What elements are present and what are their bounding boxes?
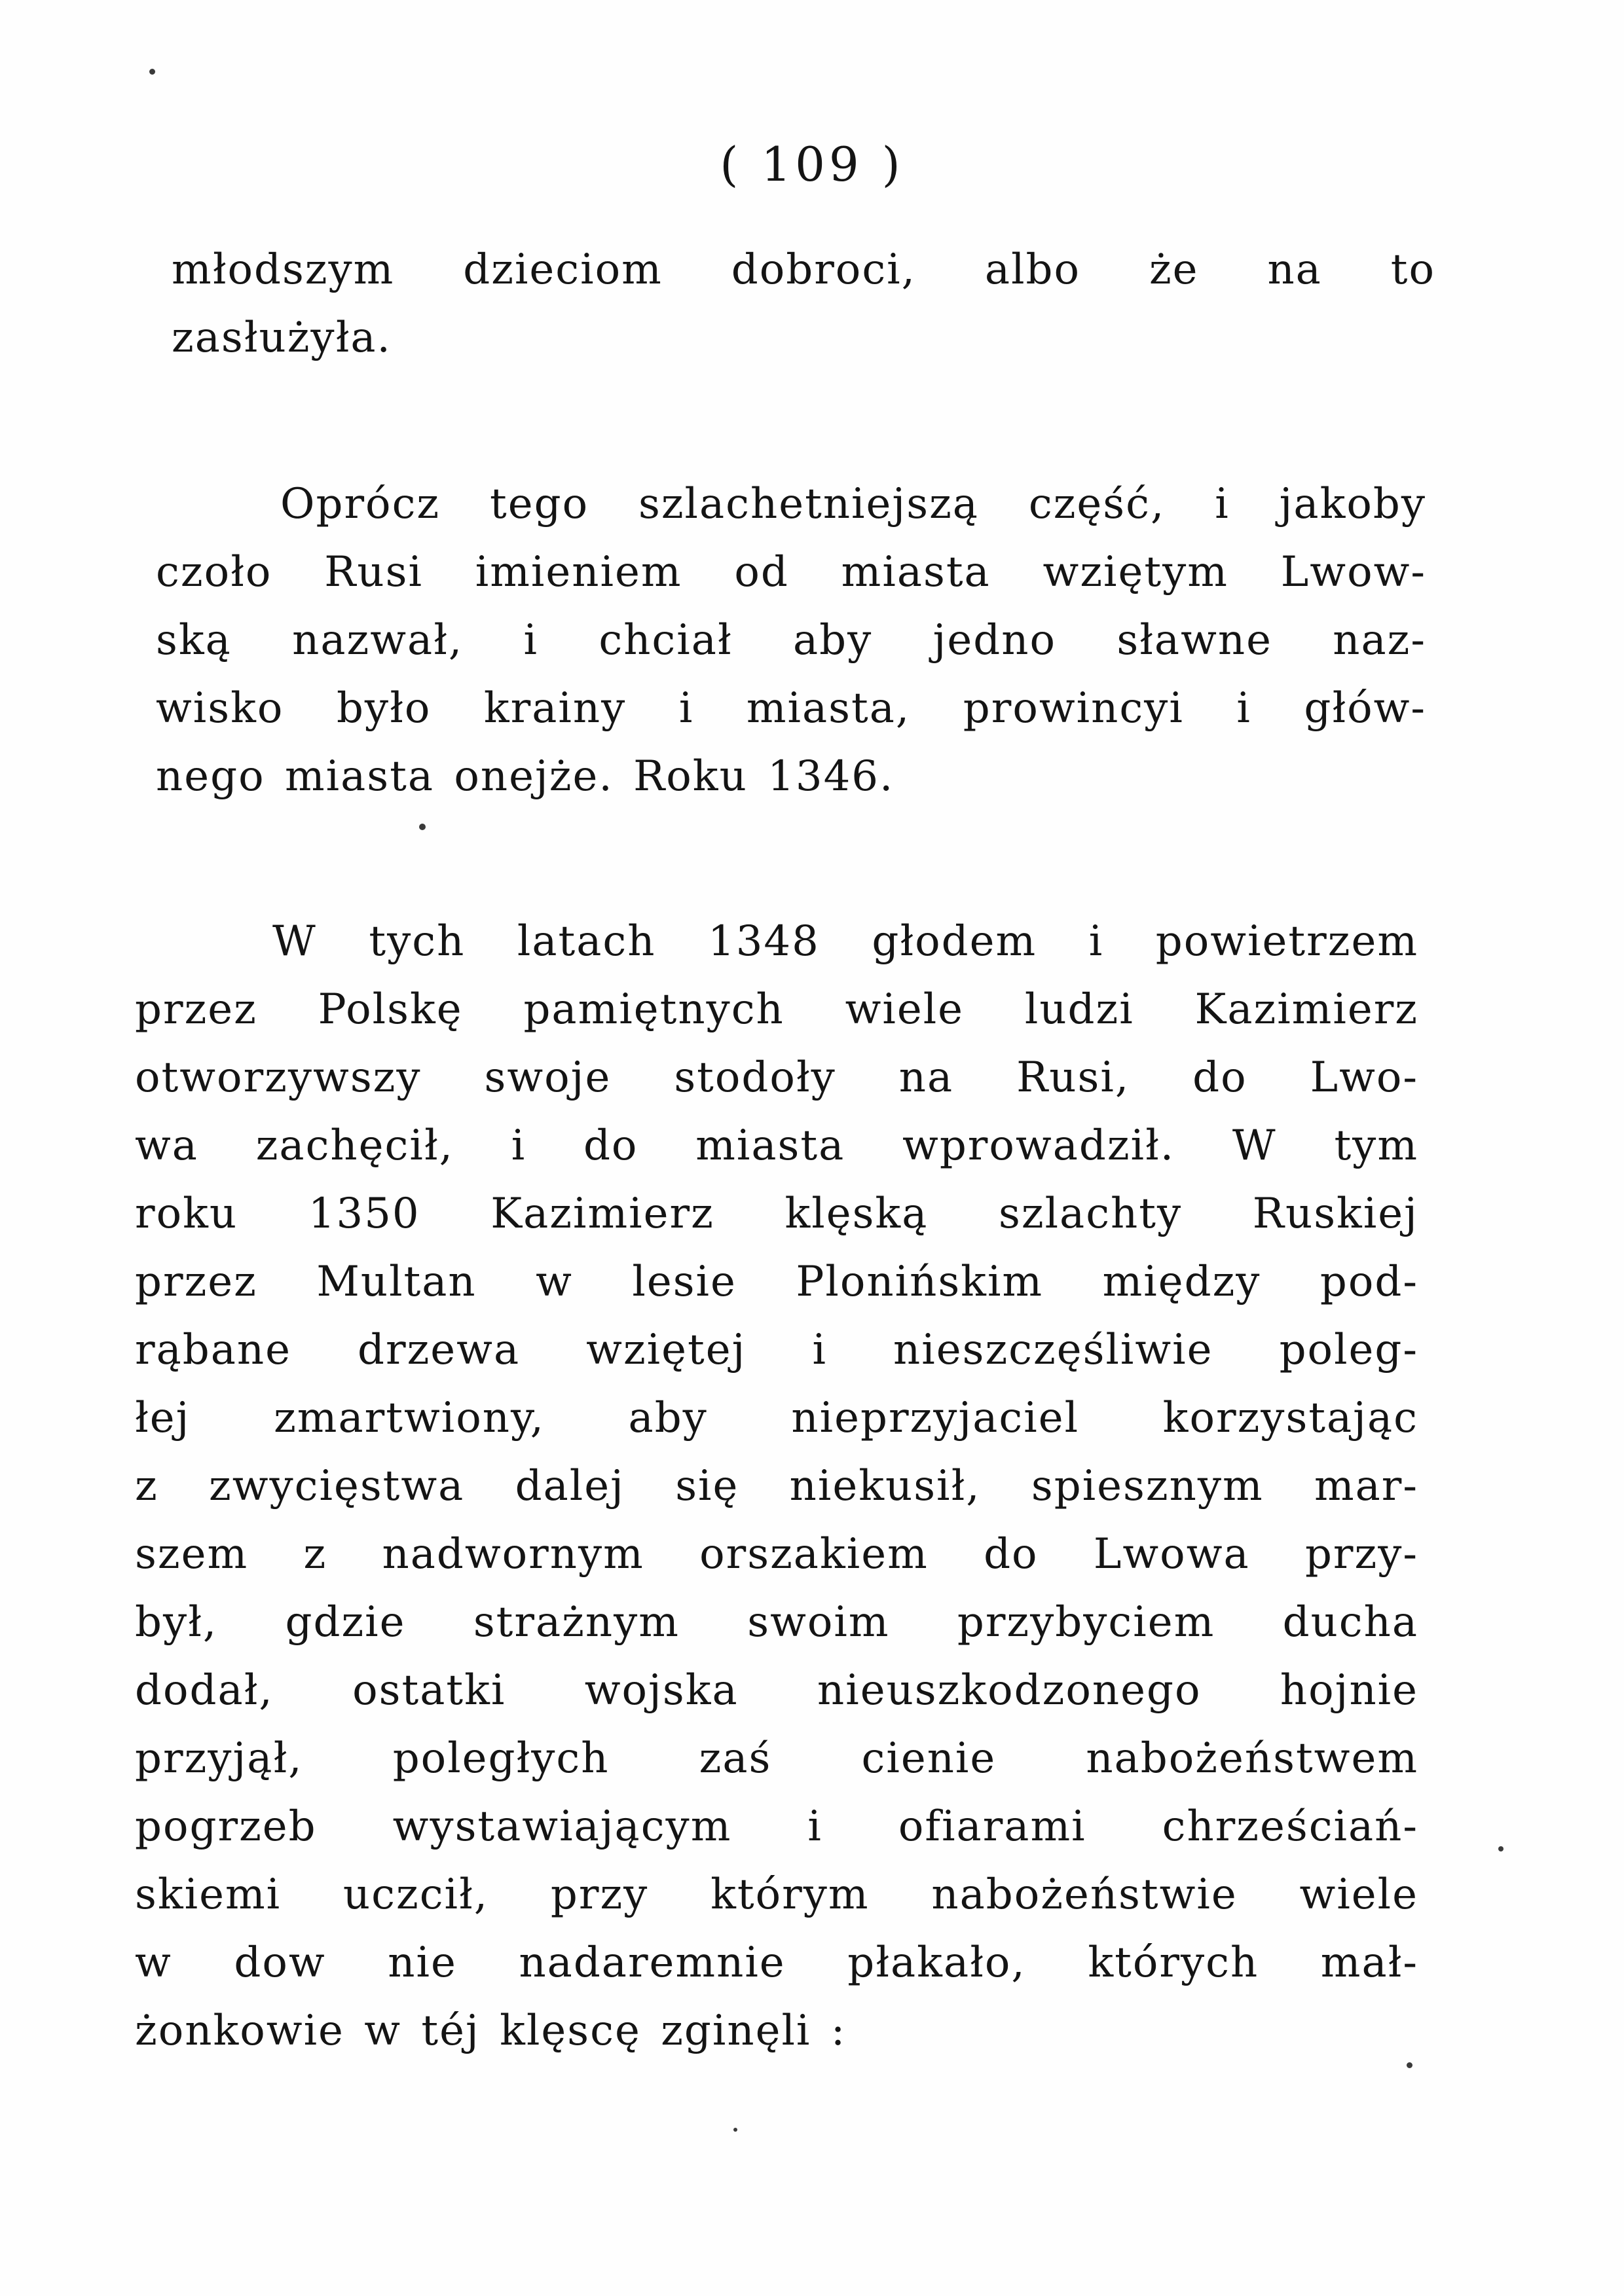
text-line: pogrzeb wystawiającym i ofiarami chrześciań- xyxy=(135,1802,1418,1851)
text-line: wa zachęcił, i do miasta wprowadził. W tym xyxy=(135,1121,1418,1170)
text-line: W tych latach 1348 głodem i powietrzem xyxy=(272,917,1418,966)
text-line: czoło Rusi imieniem od miasta wziętym Lwow- xyxy=(156,548,1426,596)
text-line: łej zmartwiony, aby nieprzyjaciel korzystając xyxy=(135,1394,1418,1442)
print-speck xyxy=(1498,1846,1504,1851)
paragraph-3 xyxy=(135,907,1418,2065)
text-line: roku 1350 Kazimierz klęską szlachty Ruskiej xyxy=(135,1190,1418,1238)
print-speck xyxy=(1407,2062,1412,2068)
text-line: szem z nadwornym orszakiem do Lwowa przy- xyxy=(135,1530,1418,1578)
text-line: przez Polskę pamiętnych wiele ludzi Kazimierz xyxy=(135,985,1418,1034)
text-line: ską nazwał, i chciał aby jedno sławne naz- xyxy=(156,616,1426,665)
text-line: żonkowie w téj klęscę zginęli : xyxy=(135,2007,847,2055)
text-line: z zwycięstwa dalej się niekusił, spiesznym mar- xyxy=(135,1462,1418,1510)
text-line: przyjął, poległych zaś cienie nabożeństwem xyxy=(135,1734,1418,1783)
text-line: był, gdzie strażnym swoim przybyciem ducha xyxy=(135,1598,1418,1647)
print-speck xyxy=(419,824,426,830)
text-line: skiemi uczcił, przy którym nabożeństwie wiele xyxy=(135,1870,1418,1919)
print-speck xyxy=(733,2128,737,2132)
page-number-header: ( 109 ) xyxy=(720,137,904,192)
paragraph-2 xyxy=(156,470,1426,811)
text-line: otworzywszy swoje stodoły na Rusi, do Lwo- xyxy=(135,1053,1418,1102)
print-speck xyxy=(149,69,155,75)
text-line: w dow nie nadaremnie płakało, których mał- xyxy=(135,1939,1418,1987)
text-line: zasłużyła. xyxy=(172,314,392,362)
text-line: dodał, ostatki wojska nieuszkodzonego hojnie xyxy=(135,1666,1418,1715)
text-line: Oprócz tego szlachetniejszą część, i jakoby xyxy=(280,480,1426,528)
text-line: wisko było krainy i miasta, prowincyi i głów- xyxy=(156,684,1426,733)
text-line: młodszym dzieciom dobroci, albo że na to xyxy=(172,246,1435,294)
text-line: nego miasta onejże. Roku 1346. xyxy=(156,752,895,801)
paragraph-1 xyxy=(172,236,1435,372)
text-line: rąbane drzewa wziętej i nieszczęśliwie poleg- xyxy=(135,1326,1418,1374)
text-line: przez Multan w lesie Plonińskim między pod- xyxy=(135,1258,1418,1306)
